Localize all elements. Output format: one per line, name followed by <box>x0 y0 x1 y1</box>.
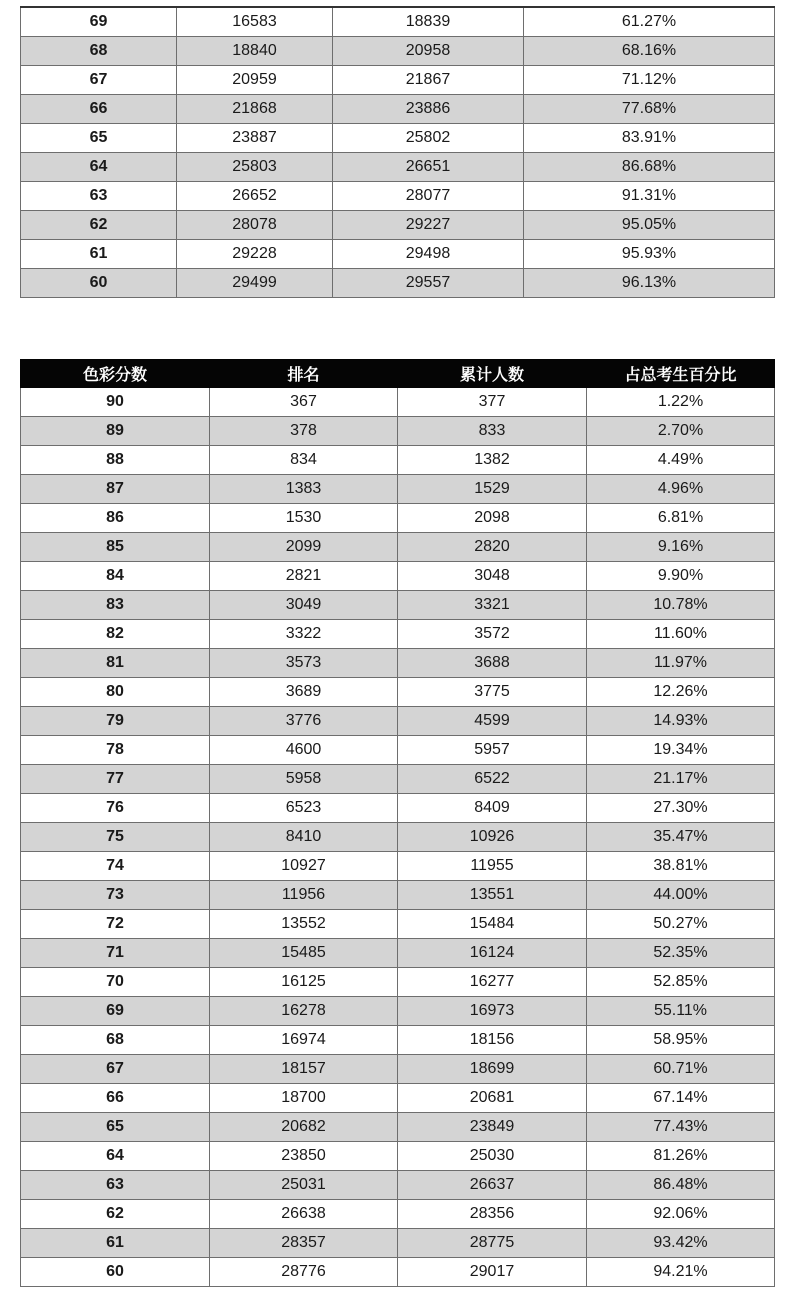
cumulative-count-cell: 29498 <box>333 240 524 269</box>
header-row <box>21 360 775 388</box>
cumulative-count-cell: 15484 <box>398 910 587 939</box>
percentage-cell: 52.85% <box>587 968 775 997</box>
table-row <box>21 620 775 649</box>
score-cell: 61 <box>21 1229 210 1258</box>
percentage-cell: 95.93% <box>524 240 775 269</box>
percentage-cell: 1.22% <box>587 388 775 417</box>
score-cell: 89 <box>21 417 210 446</box>
score-cell: 60 <box>21 1258 210 1287</box>
table-row <box>21 649 775 678</box>
rank-cell: 18700 <box>210 1084 398 1113</box>
rank-cell: 29228 <box>177 240 333 269</box>
cumulative-count-cell: 377 <box>398 388 587 417</box>
cumulative-count-cell: 29017 <box>398 1258 587 1287</box>
rank-cell: 3049 <box>210 591 398 620</box>
table-row <box>21 1142 775 1171</box>
rank-cell: 25031 <box>210 1171 398 1200</box>
rank-cell: 26652 <box>177 182 333 211</box>
table-row <box>21 269 775 298</box>
cumulative-count-cell: 3048 <box>398 562 587 591</box>
table-row <box>21 182 775 211</box>
rank-cell: 20959 <box>177 66 333 95</box>
rank-cell: 18840 <box>177 37 333 66</box>
score-cell: 62 <box>21 1200 210 1229</box>
rank-cell: 3776 <box>210 707 398 736</box>
cumulative-count-cell: 6522 <box>398 765 587 794</box>
cumulative-count-cell: 26651 <box>333 153 524 182</box>
score-cell: 65 <box>21 124 177 153</box>
score-cell: 82 <box>21 620 210 649</box>
cumulative-count-cell: 1382 <box>398 446 587 475</box>
cumulative-count-cell: 4599 <box>398 707 587 736</box>
rank-cell: 25803 <box>177 153 333 182</box>
rank-cell: 28776 <box>210 1258 398 1287</box>
percentage-cell: 9.16% <box>587 533 775 562</box>
percentage-cell: 58.95% <box>587 1026 775 1055</box>
table-bottom-body <box>21 388 775 1287</box>
cumulative-count-cell: 16124 <box>398 939 587 968</box>
table-row <box>21 37 775 66</box>
rank-cell: 367 <box>210 388 398 417</box>
percentage-cell: 27.30% <box>587 794 775 823</box>
score-cell: 64 <box>21 1142 210 1171</box>
cumulative-count-cell: 3688 <box>398 649 587 678</box>
cumulative-count-cell: 11955 <box>398 852 587 881</box>
cumulative-count-cell: 18839 <box>333 7 524 37</box>
cumulative-count-cell: 28077 <box>333 182 524 211</box>
cumulative-count-cell: 2098 <box>398 504 587 533</box>
rank-cell: 28078 <box>177 211 333 240</box>
rank-cell: 10927 <box>210 852 398 881</box>
score-cell: 83 <box>21 591 210 620</box>
table-row <box>21 153 775 182</box>
header-cumulative-count: 累计人数 <box>398 360 587 388</box>
cumulative-count-cell: 18156 <box>398 1026 587 1055</box>
table-row <box>21 388 775 417</box>
cumulative-count-cell: 21867 <box>333 66 524 95</box>
rank-cell: 16278 <box>210 997 398 1026</box>
percentage-cell: 77.43% <box>587 1113 775 1142</box>
rank-cell: 16583 <box>177 7 333 37</box>
table-row <box>21 968 775 997</box>
rank-cell: 16974 <box>210 1026 398 1055</box>
score-cell: 86 <box>21 504 210 533</box>
score-cell: 85 <box>21 533 210 562</box>
percentage-cell: 12.26% <box>587 678 775 707</box>
percentage-cell: 14.93% <box>587 707 775 736</box>
cumulative-count-cell: 10926 <box>398 823 587 852</box>
score-cell: 67 <box>21 66 177 95</box>
score-cell: 87 <box>21 475 210 504</box>
rank-cell: 11956 <box>210 881 398 910</box>
percentage-cell: 94.21% <box>587 1258 775 1287</box>
score-cell: 66 <box>21 95 177 124</box>
cumulative-count-cell: 13551 <box>398 881 587 910</box>
table-row <box>21 1055 775 1084</box>
percentage-cell: 9.90% <box>587 562 775 591</box>
color-score-ranking-table <box>20 359 775 1287</box>
percentage-cell: 67.14% <box>587 1084 775 1113</box>
cumulative-count-cell: 29557 <box>333 269 524 298</box>
cumulative-count-cell: 16973 <box>398 997 587 1026</box>
rank-cell: 6523 <box>210 794 398 823</box>
cumulative-count-cell: 1529 <box>398 475 587 504</box>
score-cell: 76 <box>21 794 210 823</box>
percentage-cell: 10.78% <box>587 591 775 620</box>
score-cell: 60 <box>21 269 177 298</box>
score-cell: 62 <box>21 211 177 240</box>
table-row <box>21 504 775 533</box>
table-row <box>21 910 775 939</box>
percentage-cell: 91.31% <box>524 182 775 211</box>
table-row <box>21 211 775 240</box>
cumulative-count-cell: 25030 <box>398 1142 587 1171</box>
score-cell: 66 <box>21 1084 210 1113</box>
score-cell: 80 <box>21 678 210 707</box>
score-cell: 69 <box>21 997 210 1026</box>
percentage-cell: 93.42% <box>587 1229 775 1258</box>
rank-cell: 28357 <box>210 1229 398 1258</box>
header-rank: 排名 <box>210 360 398 388</box>
percentage-cell: 61.27% <box>524 7 775 37</box>
table-row <box>21 852 775 881</box>
rank-cell: 1383 <box>210 475 398 504</box>
rank-cell: 18157 <box>210 1055 398 1084</box>
cumulative-count-cell: 28356 <box>398 1200 587 1229</box>
percentage-cell: 77.68% <box>524 95 775 124</box>
score-cell: 88 <box>21 446 210 475</box>
score-cell: 70 <box>21 968 210 997</box>
score-cell: 75 <box>21 823 210 852</box>
table-row <box>21 591 775 620</box>
header-percentage: 占总考生百分比 <box>587 360 775 388</box>
cumulative-count-cell: 3321 <box>398 591 587 620</box>
rank-cell: 5958 <box>210 765 398 794</box>
table-row <box>21 794 775 823</box>
cumulative-count-cell: 26637 <box>398 1171 587 1200</box>
rank-cell: 8410 <box>210 823 398 852</box>
percentage-cell: 68.16% <box>524 37 775 66</box>
cumulative-count-cell: 833 <box>398 417 587 446</box>
table-row <box>21 707 775 736</box>
score-cell: 90 <box>21 388 210 417</box>
score-cell: 61 <box>21 240 177 269</box>
score-cell: 68 <box>21 37 177 66</box>
cumulative-count-cell: 2820 <box>398 533 587 562</box>
percentage-cell: 19.34% <box>587 736 775 765</box>
percentage-cell: 11.60% <box>587 620 775 649</box>
percentage-cell: 4.49% <box>587 446 775 475</box>
percentage-cell: 21.17% <box>587 765 775 794</box>
table-row <box>21 95 775 124</box>
cumulative-count-cell: 20958 <box>333 37 524 66</box>
cumulative-count-cell: 3572 <box>398 620 587 649</box>
table-row <box>21 417 775 446</box>
percentage-cell: 2.70% <box>587 417 775 446</box>
table-row <box>21 562 775 591</box>
score-cell: 63 <box>21 182 177 211</box>
cumulative-count-cell: 28775 <box>398 1229 587 1258</box>
score-ranking-table-top <box>20 6 775 298</box>
rank-cell: 20682 <box>210 1113 398 1142</box>
rank-cell: 2821 <box>210 562 398 591</box>
score-cell: 84 <box>21 562 210 591</box>
cumulative-count-cell: 18699 <box>398 1055 587 1084</box>
table-row <box>21 1229 775 1258</box>
table-row <box>21 1113 775 1142</box>
score-cell: 63 <box>21 1171 210 1200</box>
table-row <box>21 1258 775 1287</box>
table-row <box>21 881 775 910</box>
percentage-cell: 38.81% <box>587 852 775 881</box>
table-row <box>21 1200 775 1229</box>
rank-cell: 834 <box>210 446 398 475</box>
rank-cell: 3689 <box>210 678 398 707</box>
percentage-cell: 6.81% <box>587 504 775 533</box>
percentage-cell: 86.68% <box>524 153 775 182</box>
table-row <box>21 997 775 1026</box>
table-row <box>21 1026 775 1055</box>
rank-cell: 4600 <box>210 736 398 765</box>
score-cell: 74 <box>21 852 210 881</box>
table-row <box>21 533 775 562</box>
score-cell: 69 <box>21 7 177 37</box>
score-cell: 67 <box>21 1055 210 1084</box>
rank-cell: 13552 <box>210 910 398 939</box>
rank-cell: 2099 <box>210 533 398 562</box>
table-row <box>21 1171 775 1200</box>
percentage-cell: 44.00% <box>587 881 775 910</box>
percentage-cell: 96.13% <box>524 269 775 298</box>
cumulative-count-cell: 20681 <box>398 1084 587 1113</box>
percentage-cell: 83.91% <box>524 124 775 153</box>
table-row <box>21 66 775 95</box>
rank-cell: 16125 <box>210 968 398 997</box>
table-row <box>21 475 775 504</box>
score-cell: 73 <box>21 881 210 910</box>
score-cell: 72 <box>21 910 210 939</box>
table-row <box>21 765 775 794</box>
table-row <box>21 240 775 269</box>
percentage-cell: 50.27% <box>587 910 775 939</box>
percentage-cell: 95.05% <box>524 211 775 240</box>
rank-cell: 23887 <box>177 124 333 153</box>
score-cell: 81 <box>21 649 210 678</box>
table-row <box>21 124 775 153</box>
percentage-cell: 71.12% <box>524 66 775 95</box>
rank-cell: 15485 <box>210 939 398 968</box>
table-header <box>21 360 775 388</box>
percentage-cell: 60.71% <box>587 1055 775 1084</box>
table-top-body <box>21 7 775 298</box>
percentage-cell: 81.26% <box>587 1142 775 1171</box>
percentage-cell: 86.48% <box>587 1171 775 1200</box>
percentage-cell: 4.96% <box>587 475 775 504</box>
percentage-cell: 55.11% <box>587 997 775 1026</box>
cumulative-count-cell: 29227 <box>333 211 524 240</box>
score-cell: 78 <box>21 736 210 765</box>
table-row <box>21 1084 775 1113</box>
score-cell: 64 <box>21 153 177 182</box>
table-row <box>21 446 775 475</box>
rank-cell: 26638 <box>210 1200 398 1229</box>
score-cell: 79 <box>21 707 210 736</box>
table-row <box>21 736 775 765</box>
table-row <box>21 7 775 37</box>
cumulative-count-cell: 3775 <box>398 678 587 707</box>
rank-cell: 29499 <box>177 269 333 298</box>
cumulative-count-cell: 8409 <box>398 794 587 823</box>
cumulative-count-cell: 23886 <box>333 95 524 124</box>
header-score: 色彩分数 <box>21 360 210 388</box>
percentage-cell: 92.06% <box>587 1200 775 1229</box>
table-row <box>21 823 775 852</box>
rank-cell: 3573 <box>210 649 398 678</box>
cumulative-count-cell: 5957 <box>398 736 587 765</box>
cumulative-count-cell: 25802 <box>333 124 524 153</box>
rank-cell: 378 <box>210 417 398 446</box>
cumulative-count-cell: 23849 <box>398 1113 587 1142</box>
score-cell: 77 <box>21 765 210 794</box>
rank-cell: 21868 <box>177 95 333 124</box>
table-row <box>21 939 775 968</box>
score-cell: 65 <box>21 1113 210 1142</box>
rank-cell: 1530 <box>210 504 398 533</box>
score-cell: 71 <box>21 939 210 968</box>
percentage-cell: 35.47% <box>587 823 775 852</box>
cumulative-count-cell: 16277 <box>398 968 587 997</box>
score-cell: 68 <box>21 1026 210 1055</box>
percentage-cell: 52.35% <box>587 939 775 968</box>
table-row <box>21 678 775 707</box>
rank-cell: 23850 <box>210 1142 398 1171</box>
percentage-cell: 11.97% <box>587 649 775 678</box>
rank-cell: 3322 <box>210 620 398 649</box>
